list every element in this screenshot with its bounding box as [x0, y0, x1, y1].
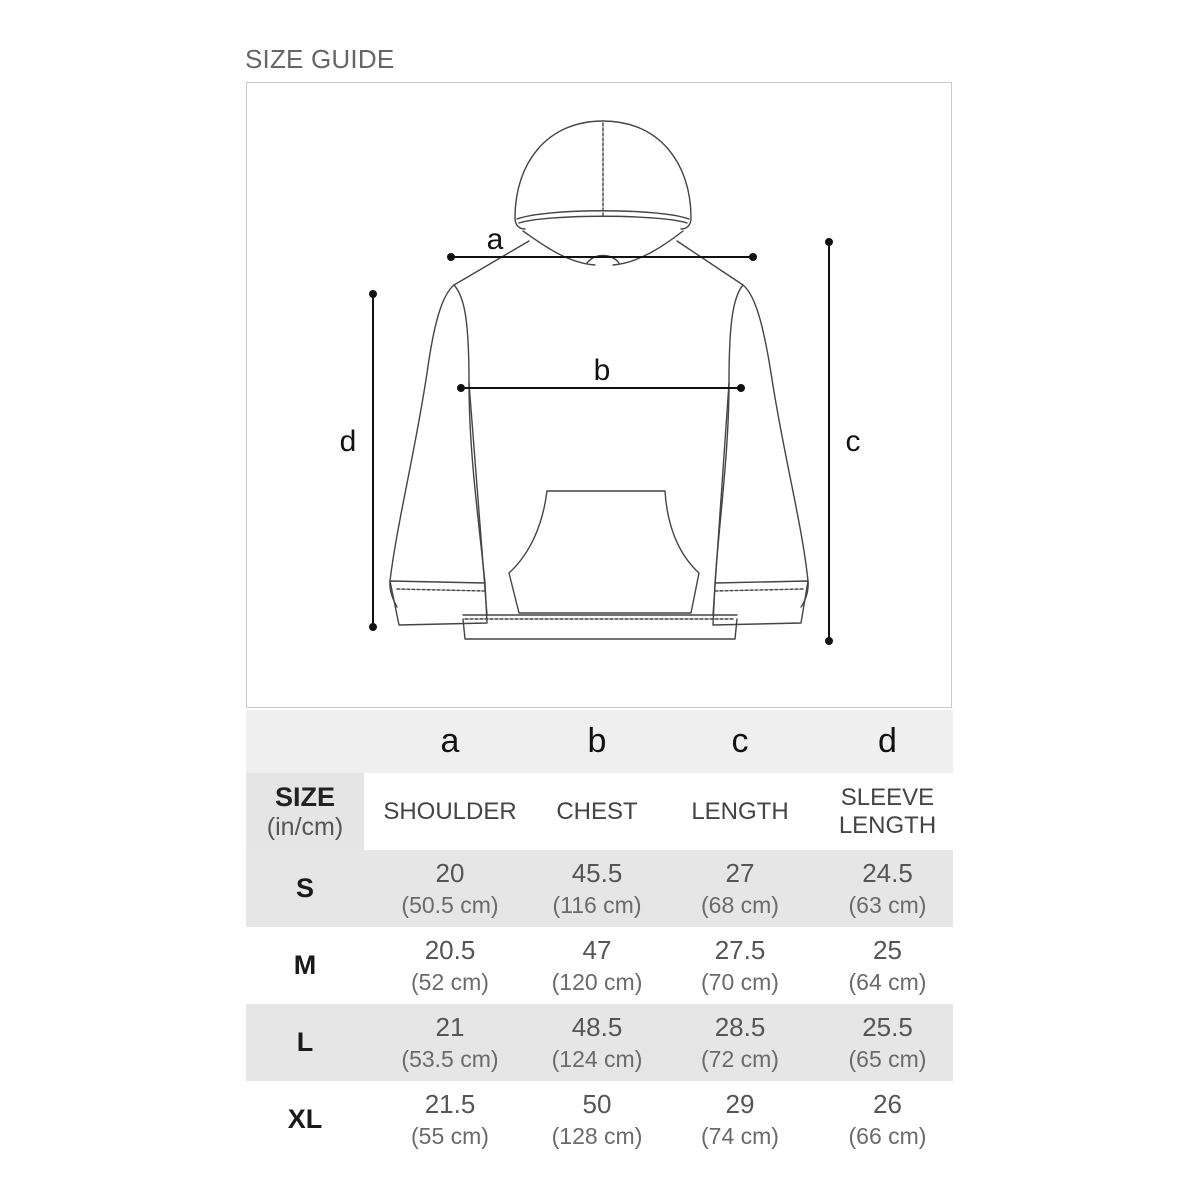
column-header-chest: CHEST	[556, 797, 638, 825]
value-in: 45.5	[571, 858, 623, 888]
row-size: S	[246, 850, 364, 927]
row-size: L	[246, 1004, 364, 1081]
value-in: 47	[582, 935, 612, 965]
table-cell	[536, 927, 658, 1004]
letter-b: b	[536, 710, 658, 773]
value-cm: (65 cm)	[848, 1046, 927, 1072]
value-in: 25.5	[862, 1012, 913, 1042]
table-cell	[822, 1081, 953, 1158]
size-header-main: SIZE	[274, 781, 335, 812]
value-in: 21.5	[424, 1089, 476, 1119]
label-a: a	[486, 223, 504, 256]
value-in: 20	[435, 858, 465, 888]
column-header-shoulder: SHOULDER	[383, 797, 517, 825]
value-cm: (66 cm)	[848, 1123, 927, 1149]
table-row	[246, 927, 953, 1004]
table-cell	[364, 850, 536, 927]
table-cell	[822, 850, 953, 927]
value-in: 29	[725, 1089, 755, 1119]
value-cm: (70 cm)	[701, 969, 779, 995]
table-cell	[364, 1004, 536, 1081]
table-row	[246, 1004, 953, 1081]
column-header-sleeve-length	[822, 773, 953, 850]
value-in: 27.5	[714, 935, 766, 965]
value-in: 48.5	[571, 1012, 623, 1042]
table-row	[246, 1081, 953, 1158]
hoodie-illustration	[247, 83, 953, 709]
column-header-length: LENGTH	[691, 797, 789, 825]
column-header-sleeve-length-text: SLEEVE LENGTH	[838, 783, 937, 839]
value-in: 21	[435, 1012, 465, 1042]
table-cell	[658, 1081, 822, 1158]
letter-c: c	[658, 710, 822, 773]
letter-d: d	[822, 710, 953, 773]
label-b: b	[593, 354, 611, 387]
value-in: 25	[873, 935, 902, 965]
table-row	[246, 850, 953, 927]
size-table	[246, 710, 953, 1158]
value-cm: (120 cm)	[551, 969, 643, 995]
value-cm: (52 cm)	[411, 969, 489, 995]
size-header	[246, 773, 364, 850]
value-cm: (74 cm)	[701, 1123, 779, 1149]
row-size: XL	[287, 1104, 323, 1134]
value-cm: (55 cm)	[411, 1123, 489, 1149]
value-in: 24.5	[862, 858, 913, 888]
value-in: 50	[582, 1089, 612, 1119]
value-cm: (116 cm)	[552, 892, 642, 918]
table-cell	[536, 1004, 658, 1081]
value-cm: (68 cm)	[701, 892, 779, 918]
table-cell	[658, 850, 822, 927]
letter-cell-empty	[246, 710, 364, 773]
letter-a: a	[364, 710, 536, 773]
value-cm: (53.5 cm)	[401, 1046, 499, 1072]
table-cell	[658, 927, 822, 1004]
table-cell	[822, 1004, 953, 1081]
value-cm: (63 cm)	[848, 892, 927, 918]
row-size: M	[293, 950, 317, 980]
value-in: 27	[725, 858, 755, 888]
letter-row	[246, 710, 953, 773]
value-cm: (124 cm)	[551, 1046, 643, 1072]
value-cm: (64 cm)	[848, 969, 927, 995]
value-cm: (72 cm)	[701, 1046, 779, 1072]
label-d: d	[339, 425, 357, 458]
value-in: 20.5	[424, 935, 476, 965]
header-row	[246, 773, 953, 850]
table-cell	[364, 927, 536, 1004]
hoodie-diagram	[246, 82, 952, 708]
value-cm: (50.5 cm)	[401, 892, 499, 918]
size-header-unit: (in/cm)	[266, 812, 344, 841]
page-title: SIZE GUIDE	[245, 44, 395, 74]
value-in: 26	[873, 1089, 902, 1119]
label-c: c	[845, 425, 861, 458]
table-cell	[536, 1081, 658, 1158]
value-in: 28.5	[714, 1012, 766, 1042]
table-cell	[364, 1081, 536, 1158]
table-cell	[658, 1004, 822, 1081]
value-cm: (128 cm)	[551, 1123, 643, 1149]
table-cell	[822, 927, 953, 1004]
table-cell	[536, 850, 658, 927]
